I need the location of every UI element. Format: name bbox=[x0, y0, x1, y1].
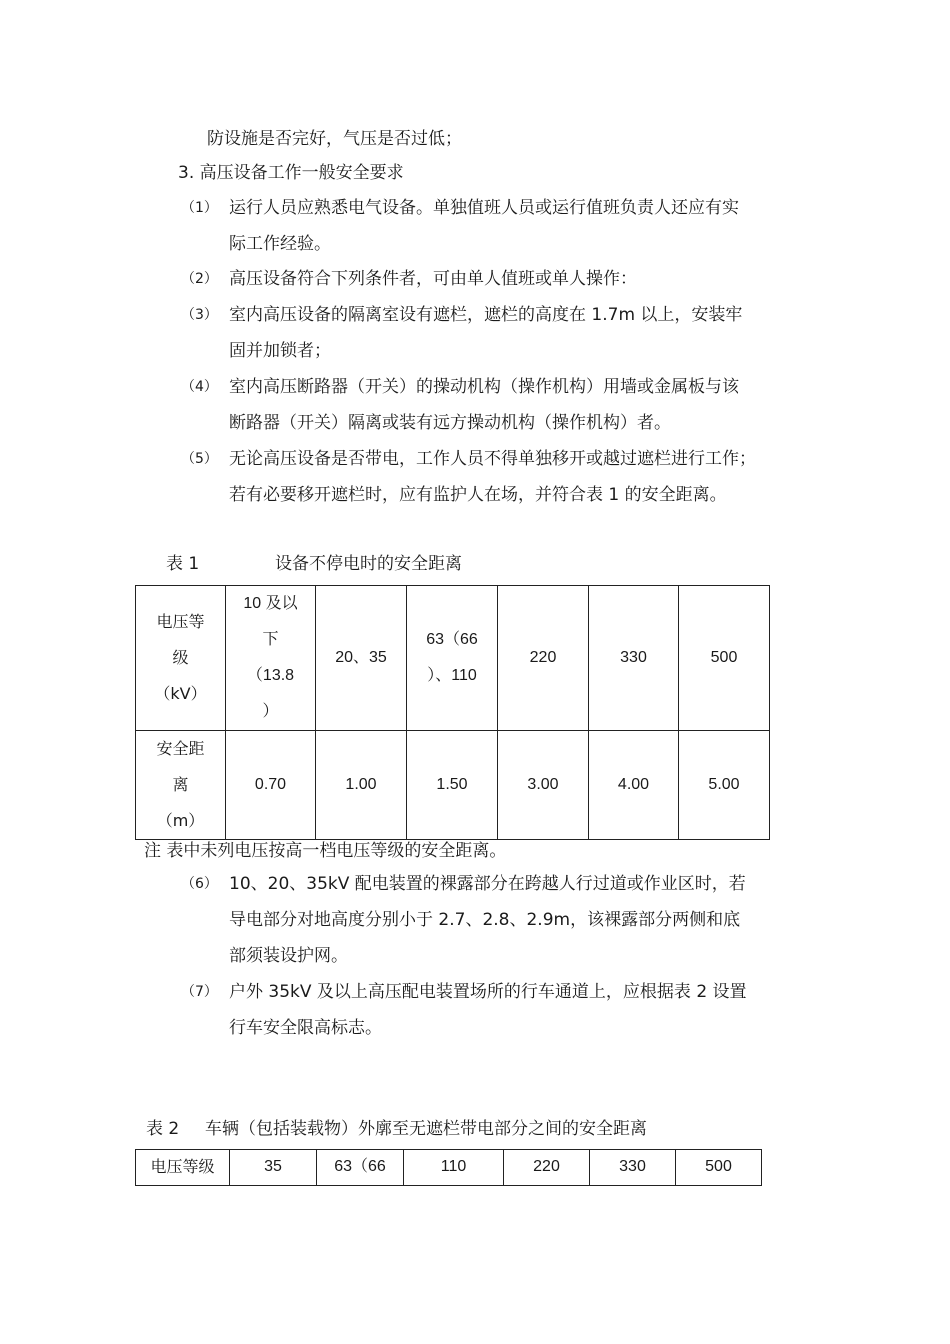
item-7-line-1: 户外 35kV 及以上高压配电装置场所的行车通道上，应根据表 2 设置 bbox=[229, 982, 747, 1002]
item-2-number: （2） bbox=[181, 271, 218, 287]
table1-header-distance: 安全距 离 （m） bbox=[136, 731, 226, 840]
table1-distance-220kv: 3.00 bbox=[498, 731, 589, 840]
table1-distance-10kv: 0.70 bbox=[226, 731, 316, 840]
table2-cell-35kv: 35 bbox=[230, 1150, 317, 1186]
table1-header-voltage: 电压等 级 （kV） bbox=[136, 586, 226, 731]
table1-cell-63-110kv: 63（66 ）、110 bbox=[407, 586, 498, 731]
item-6-line-1: 10、20、35kV 配电装置的裸露部分在跨越人行过道或作业区时，若 bbox=[229, 874, 746, 894]
item-5-number: （5） bbox=[181, 451, 218, 467]
item-3-line-2: 固并加锁者； bbox=[229, 341, 331, 361]
item-3-number: （3） bbox=[181, 307, 218, 323]
item-1-line-2: 际工作经验。 bbox=[229, 234, 331, 254]
item-4-line-2: 断路器（开关）隔离或装有远方操动机构（操作机构）者。 bbox=[229, 413, 671, 433]
table1-cell-10kv: 10 及以 下 （13.8 ） bbox=[226, 586, 316, 731]
table2-cell-63kv: 63（66 bbox=[317, 1150, 404, 1186]
item-6-line-2: 导电部分对地高度分别小于 2.7、2.8、2.9m，该裸露部分两侧和底 bbox=[229, 910, 741, 930]
table1-label: 表 1 bbox=[166, 554, 200, 574]
table1-distance-20-35kv: 1.00 bbox=[316, 731, 407, 840]
table2-cell-220kv: 220 bbox=[504, 1150, 590, 1186]
item-7-line-2: 行车安全限高标志。 bbox=[229, 1018, 382, 1038]
table1-row-voltage bbox=[136, 586, 770, 731]
table1 bbox=[135, 585, 770, 840]
item-1-line-1: 运行人员应熟悉电气设备。单独值班人员或运行值班负责人还应有实 bbox=[229, 198, 739, 218]
table1-note: 注 表中未列电压按高一档电压等级的安全距离。 bbox=[144, 841, 507, 861]
table1-distance-63-110kv: 1.50 bbox=[407, 731, 498, 840]
table2-header-voltage: 电压等级 bbox=[136, 1150, 230, 1186]
item-4-number: （4） bbox=[181, 379, 218, 395]
table2-cell-330kv: 330 bbox=[590, 1150, 676, 1186]
item-7-number: （7） bbox=[181, 984, 218, 1000]
table1-distance-330kv: 4.00 bbox=[589, 731, 679, 840]
table1-cell-500kv: 500 bbox=[679, 586, 770, 731]
table2-row-voltage bbox=[136, 1150, 762, 1186]
table2-label: 表 2 bbox=[146, 1119, 180, 1139]
table2-cell-110kv: 110 bbox=[404, 1150, 504, 1186]
item-3-line-1: 室内高压设备的隔离室设有遮栏，遮栏的高度在 1.7m 以上，安装牢 bbox=[229, 305, 743, 325]
item-1-number: （1） bbox=[181, 200, 218, 216]
table1-title: 设备不停电时的安全距离 bbox=[275, 554, 462, 574]
table2 bbox=[135, 1149, 762, 1186]
item-2-line-1: 高压设备符合下列条件者，可由单人值班或单人操作： bbox=[229, 269, 637, 289]
table1-cell-220kv: 220 bbox=[498, 586, 589, 731]
item-4-line-1: 室内高压断路器（开关）的操动机构（操作机构）用墙或金属板与该 bbox=[229, 377, 739, 397]
table2-cell-500kv: 500 bbox=[676, 1150, 762, 1186]
continued-line: 防设施是否完好，气压是否过低； bbox=[207, 129, 462, 149]
table1-row-distance bbox=[136, 731, 770, 840]
item-5-line-2: 若有必要移开遮栏时，应有监护人在场，并符合表 1 的安全距离。 bbox=[229, 485, 727, 505]
table1-cell-20-35kv: 20、35 bbox=[316, 586, 407, 731]
table1-distance-500kv: 5.00 bbox=[679, 731, 770, 840]
item-6-number: （6） bbox=[181, 876, 218, 892]
item-6-line-3: 部须装设护网。 bbox=[229, 946, 348, 966]
table2-title: 车辆（包括装载物）外廓至无遮栏带电部分之间的安全距离 bbox=[205, 1119, 647, 1139]
section-heading-3: 3. 高压设备工作一般安全要求 bbox=[178, 163, 404, 183]
item-5-line-1: 无论高压设备是否带电，工作人员不得单独移开或越过遮栏进行工作； bbox=[229, 449, 756, 469]
table1-cell-330kv: 330 bbox=[589, 586, 679, 731]
